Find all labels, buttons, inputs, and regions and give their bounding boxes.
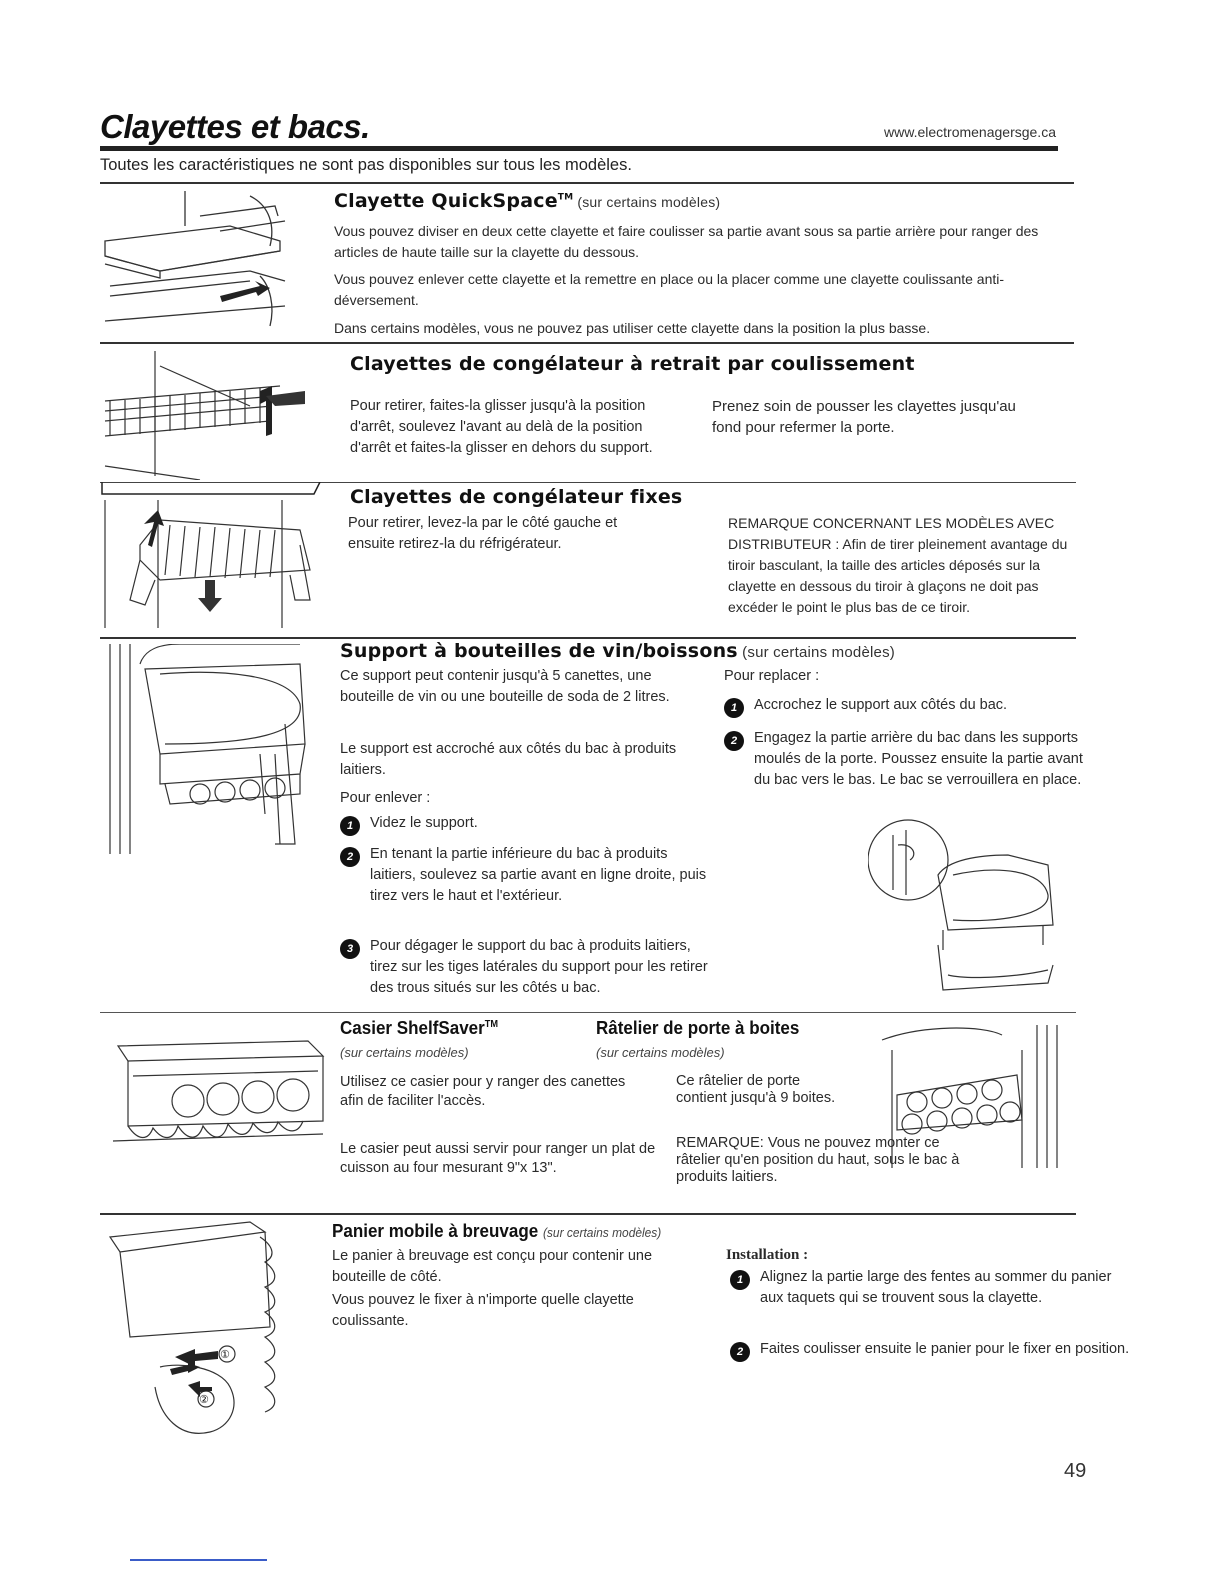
shelfsaver-heading: Casier ShelfSaver™ bbox=[340, 1017, 499, 1038]
shelfsaver-note: (sur certains modèles) bbox=[340, 1045, 469, 1060]
fixed-left-text: Pour retirer, levez-la par le côté gauche et ensuite retirez-la du réfrigérateur. bbox=[348, 515, 618, 552]
title-rule bbox=[100, 146, 1058, 151]
quickspace-note: (sur certains modèles) bbox=[573, 194, 721, 210]
section-divider bbox=[100, 637, 1076, 639]
wine-remove-step-3: 3 Pour dégager le support du bac à produits laitiers, tirez sur les tiges latérales du support pour les retirer des trous situés sur les côtés u bac. bbox=[340, 936, 710, 999]
fixed-shelf-illustration bbox=[100, 500, 322, 628]
shelfsaver-paragraph-2: Le casier peut aussi servir pour ranger un plat de cuisson au four mesurant 9"x 13". bbox=[340, 1141, 656, 1176]
wine-replace-label: Pour replacer : bbox=[724, 668, 820, 684]
slideout-shelf-illustration bbox=[100, 346, 320, 480]
step-number-badge: 3 bbox=[340, 939, 360, 959]
quickspace-paragraph-1: Vous pouvez diviser en deux cette clayette et faire coulisser sa partie avant sous sa partie arrière pour ranger des articles de haute taille sur la clayette du dessous. bbox=[334, 223, 1039, 260]
basket-note: (sur certains modèles) bbox=[542, 1225, 662, 1240]
fixed-note: REMARQUE CONCERNANT LES MODÈLES AVEC DISTRIBUTEUR : Afin de tirer pleinement avantage du tiroir basculant, la taille des articles déposés sur la clayette en dessous du tiroir à glaçons ne doit pas excéder le point le plus bas de ce tiroir. bbox=[728, 515, 1068, 615]
shelfsaver-illustration bbox=[108, 1016, 334, 1168]
quickspace-paragraph-2: Vous pouvez enlever cette clayette et la remettre en place ou la placer comme une clayette coulissante anti-déversement. bbox=[334, 271, 1005, 308]
canrack-heading: Râtelier de porte à boites bbox=[596, 1017, 800, 1038]
wine-remove-label: Pour enlever : bbox=[340, 790, 431, 806]
page-number: 49 bbox=[1064, 1460, 1087, 1482]
basket-heading: Panier mobile à breuvage (sur certains modèles) bbox=[332, 1220, 662, 1241]
step-number-badge: 1 bbox=[724, 698, 744, 718]
canrack-illustration bbox=[862, 1020, 1074, 1168]
section-divider bbox=[100, 182, 1074, 184]
quickspace-tm: TM bbox=[557, 192, 574, 203]
basket-install-step-2: 2 Faites coulisser ensuite le panier pour le fixer en position. bbox=[730, 1339, 1130, 1360]
fixed-heading: Clayettes de congélateur fixes bbox=[350, 486, 683, 508]
website-url[interactable]: www.electromenagersge.ca bbox=[884, 124, 1056, 140]
basket-install-label: Installation : bbox=[726, 1247, 809, 1263]
step-number-badge: 2 bbox=[340, 847, 360, 867]
basket-install-step-1: 1 Alignez la partie large des fentes au sommer du panier aux taquets qui se trouvent sous la clayette. bbox=[730, 1267, 1130, 1309]
step-number-badge: 1 bbox=[340, 816, 360, 836]
quickspace-shelf-illustration bbox=[100, 186, 296, 336]
wine-replace-step-1: 1 Accrochez le support aux côtés du bac. bbox=[724, 695, 1099, 716]
wine-replace-step-2: 2 Engagez la partie arrière du bac dans les supports moulés de la porte. Poussez ensuite la partie avant du bac vers le bas. Le bac se verrouillera en place. bbox=[724, 728, 1099, 791]
section-divider bbox=[100, 1213, 1076, 1215]
bracket-line bbox=[100, 482, 322, 498]
shelfsaver-tm: TM bbox=[484, 1018, 499, 1030]
wine-rack-install-illustration bbox=[868, 815, 1068, 993]
bottom-link-line bbox=[130, 1559, 267, 1561]
canrack-paragraph-2: REMARQUE: Vous ne pouvez monter ce râtelier qu'en position du haut, sous le bac à produits laitiers. bbox=[676, 1135, 960, 1185]
slideout-left-text: Pour retirer, faites-la glisser jusqu'à la position d'arrêt, soulevez l'avant au delà de la position d'arrêt et faites-la glisser en dehors du support. bbox=[350, 398, 653, 456]
page-subtitle: Toutes les caractéristiques ne sont pas disponibles sur tous les modèles. bbox=[100, 156, 632, 174]
section-divider bbox=[100, 1012, 1076, 1013]
wine-remove-step-2: 2 En tenant la partie inférieure du bac à produits laitiers, soulevez sa partie avant en ligne droite, puis tirez vers le haut et l'extérieur. bbox=[340, 844, 710, 907]
wine-heading: Support à bouteilles de vin/boissons (sur certains modèles) bbox=[340, 640, 895, 662]
callout-1: ① bbox=[220, 1348, 230, 1361]
slideout-heading: Clayettes de congélateur à retrait par coulissement bbox=[350, 353, 915, 375]
wine-rack-illustration bbox=[100, 644, 330, 856]
step-number-badge: 1 bbox=[730, 1270, 750, 1290]
slideout-right-text: Prenez soin de pousser les clayettes jusqu'au fond pour refermer la porte. bbox=[712, 398, 1016, 436]
step-number-badge: 2 bbox=[724, 731, 744, 751]
wine-paragraph-2: Le support est accroché aux côtés du bac à produits laitiers. bbox=[340, 741, 677, 778]
wine-paragraph-1: Ce support peut contenir jusqu'à 5 canettes, une bouteille de vin ou une bouteille de soda de 2 litres. bbox=[340, 668, 670, 705]
canrack-paragraph-1: Ce râtelier de porte contient jusqu'à 9 boites. bbox=[676, 1073, 836, 1106]
basket-paragraph-2: Vous pouvez le fixer à n'importe quelle clayette coulissante. bbox=[332, 1292, 634, 1329]
step-number-badge: 2 bbox=[730, 1342, 750, 1362]
section-divider bbox=[100, 342, 1074, 344]
shelfsaver-paragraph-1: Utilisez ce casier pour y ranger des canettes afin de faciliter l'accès. bbox=[340, 1074, 626, 1109]
callout-2: ② bbox=[199, 1393, 209, 1406]
page-title: Clayettes et bacs. bbox=[100, 108, 370, 145]
canrack-note: (sur certains modèles) bbox=[596, 1045, 725, 1060]
quickspace-paragraph-3: Dans certains modèles, vous ne pouvez pas utiliser cette clayette dans la position la plus basse. bbox=[334, 320, 931, 336]
basket-paragraph-1: Le panier à breuvage est conçu pour contenir une bouteille de côté. bbox=[332, 1248, 653, 1285]
beverage-basket-illustration bbox=[100, 1217, 298, 1442]
wine-remove-step-1: 1 Videz le support. bbox=[340, 813, 710, 834]
wine-note: (sur certains modèles) bbox=[737, 644, 895, 661]
quickspace-heading: Clayette QuickSpace™ (sur certains modèles) bbox=[334, 190, 721, 212]
